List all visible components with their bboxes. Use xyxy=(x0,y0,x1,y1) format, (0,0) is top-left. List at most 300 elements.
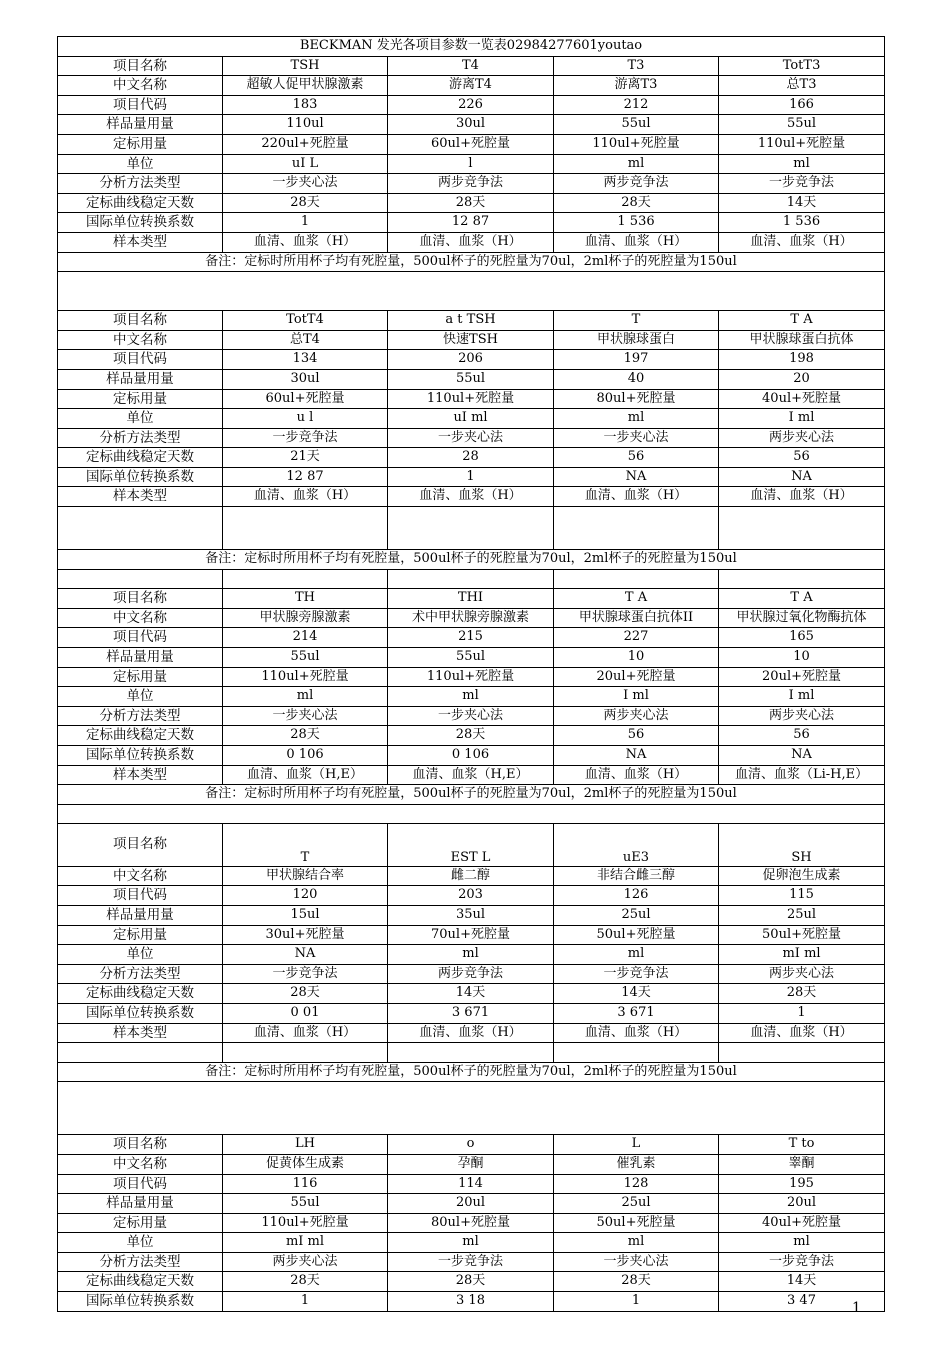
value-cell: 催乳素 xyxy=(554,1154,719,1174)
value-cell: 115 xyxy=(719,886,885,906)
value-cell: 游离T3 xyxy=(554,76,719,96)
value-cell: 1 xyxy=(388,467,554,487)
value-cell: 35ul xyxy=(388,905,554,925)
section-2-row-0 xyxy=(58,589,885,609)
value-cell: TH xyxy=(223,589,388,609)
value-cell: TotT3 xyxy=(719,56,885,76)
value-cell: 血清、血浆（H） xyxy=(223,487,388,507)
value-cell: 一步竞争法 xyxy=(719,1252,885,1272)
value-cell: 3 671 xyxy=(388,1003,554,1023)
value-cell: 血清、血浆（H） xyxy=(719,1023,885,1043)
row-label: 中文名称 xyxy=(58,330,223,350)
row-label: 项目代码 xyxy=(58,886,223,906)
section-1-row-2 xyxy=(58,350,885,370)
value-cell: 203 xyxy=(388,886,554,906)
row-label: 国际单位转换系数 xyxy=(58,213,223,233)
value-cell: 甲状腺过氧化物酶抗体 xyxy=(719,608,885,628)
value-cell: 总T3 xyxy=(719,76,885,96)
value-cell: 血清、血浆（H） xyxy=(223,1023,388,1043)
blank-cell xyxy=(719,1043,885,1063)
value-cell: 两步竞争法 xyxy=(388,964,554,984)
value-cell: 血清、血浆（H,E） xyxy=(388,765,554,785)
value-cell: 40ul+死腔量 xyxy=(719,1213,885,1233)
row-label: 中文名称 xyxy=(58,608,223,628)
section-1-row-9 xyxy=(58,487,885,507)
value-cell: 一步夹心法 xyxy=(554,1252,719,1272)
section-3-row-6 xyxy=(58,964,885,984)
value-cell: 28天 xyxy=(554,1272,719,1292)
value-cell: 25ul xyxy=(554,1194,719,1214)
row-label: 分析方法类型 xyxy=(58,706,223,726)
section-3-row-0 xyxy=(58,823,885,866)
value-cell: 1 xyxy=(554,1292,719,1312)
section-2-row-8 xyxy=(58,746,885,766)
value-cell: uI ml xyxy=(388,409,554,429)
section-3-row-1 xyxy=(58,866,885,886)
value-cell: ml xyxy=(719,1233,885,1253)
value-cell: 28天 xyxy=(554,193,719,213)
row-label: 中文名称 xyxy=(58,1154,223,1174)
section-0-row-8 xyxy=(58,213,885,233)
value-cell: 60ul+死腔量 xyxy=(388,134,554,154)
value-cell: 20ul+死腔量 xyxy=(719,667,885,687)
row-label: 国际单位转换系数 xyxy=(58,1003,223,1023)
row-label: 项目代码 xyxy=(58,628,223,648)
value-cell: NA xyxy=(719,467,885,487)
value-cell: THI xyxy=(388,589,554,609)
value-cell: 28天 xyxy=(223,984,388,1004)
value-cell: 55ul xyxy=(223,648,388,668)
value-cell: 一步夹心法 xyxy=(554,428,719,448)
spacer xyxy=(58,272,885,311)
value-cell: 28天 xyxy=(223,726,388,746)
title-row xyxy=(58,37,885,57)
blank-row xyxy=(58,1043,885,1063)
sheet-title: BECKMAN 发光各项目参数一览表02984277601youtao xyxy=(58,37,885,57)
value-cell: 80ul+死腔量 xyxy=(388,1213,554,1233)
value-cell: u l xyxy=(223,409,388,429)
value-cell: 20ul xyxy=(719,1194,885,1214)
spreadsheet xyxy=(57,36,884,1312)
section-0-row-5 xyxy=(58,154,885,174)
value-cell: 1 xyxy=(719,1003,885,1023)
row-label: 项目名称 xyxy=(58,56,223,76)
value-cell: 56 xyxy=(554,448,719,468)
row-label: 分析方法类型 xyxy=(58,174,223,194)
value-cell: 总T4 xyxy=(223,330,388,350)
value-cell: 血清、血浆（H） xyxy=(223,232,388,252)
value-cell: 21天 xyxy=(223,448,388,468)
value-cell: ml xyxy=(388,945,554,965)
section-2-row-7 xyxy=(58,726,885,746)
section-1-row-0 xyxy=(58,311,885,331)
row-label: 项目代码 xyxy=(58,350,223,370)
value-cell: 50ul+死腔量 xyxy=(719,925,885,945)
row-label: 国际单位转换系数 xyxy=(58,746,223,766)
value-cell: 30ul xyxy=(388,115,554,135)
blank-cell xyxy=(58,507,223,550)
spacer xyxy=(58,1082,885,1135)
value-cell: a t TSH xyxy=(388,311,554,331)
value-cell: 1 536 xyxy=(554,213,719,233)
value-cell: 两步夹心法 xyxy=(554,706,719,726)
value-cell: 226 xyxy=(388,95,554,115)
value-cell: 28天 xyxy=(388,1272,554,1292)
value-cell: 血清、血浆（H） xyxy=(554,232,719,252)
section-4-row-3 xyxy=(58,1194,885,1214)
section-2-row-5 xyxy=(58,687,885,707)
value-cell: 0 106 xyxy=(223,746,388,766)
row-label: 项目代码 xyxy=(58,95,223,115)
value-cell: 一步竞争法 xyxy=(388,1252,554,1272)
section-1-row-5 xyxy=(58,409,885,429)
value-cell: ml xyxy=(388,687,554,707)
row-label: 样品量用量 xyxy=(58,115,223,135)
section-2-row-2 xyxy=(58,628,885,648)
value-cell: 血清、血浆（H,E） xyxy=(223,765,388,785)
value-cell: 甲状腺结合率 xyxy=(223,866,388,886)
value-cell: T3 xyxy=(554,56,719,76)
row-label: 分析方法类型 xyxy=(58,428,223,448)
value-cell: 55ul xyxy=(719,115,885,135)
section-4-row-0 xyxy=(58,1135,885,1155)
value-cell: T4 xyxy=(388,56,554,76)
blank-cell xyxy=(58,1043,223,1063)
row-label: 单位 xyxy=(58,687,223,707)
value-cell: 14天 xyxy=(388,984,554,1004)
section-0-row-2 xyxy=(58,95,885,115)
row-label: 项目代码 xyxy=(58,1174,223,1194)
value-cell: 80ul+死腔量 xyxy=(554,389,719,409)
section-4-row-1 xyxy=(58,1154,885,1174)
section-0-row-1 xyxy=(58,76,885,96)
value-cell: 166 xyxy=(719,95,885,115)
value-cell: 15ul xyxy=(223,905,388,925)
value-cell: 28天 xyxy=(719,984,885,1004)
value-cell: 一步竞争法 xyxy=(223,428,388,448)
value-cell: 30ul+死腔量 xyxy=(223,925,388,945)
value-cell: 10 xyxy=(719,648,885,668)
value-cell: 血清、血浆（H） xyxy=(388,232,554,252)
row-label: 定标用量 xyxy=(58,134,223,154)
section-1-row-3 xyxy=(58,369,885,389)
value-cell: 56 xyxy=(554,726,719,746)
value-cell: 70ul+死腔量 xyxy=(388,925,554,945)
blank-cell xyxy=(554,569,719,589)
value-cell: 126 xyxy=(554,886,719,906)
value-cell: 55ul xyxy=(223,1194,388,1214)
value-cell: I ml xyxy=(554,687,719,707)
value-cell: T xyxy=(554,311,719,331)
row-label: 定标曲线稳定天数 xyxy=(58,984,223,1004)
value-cell: 两步竞争法 xyxy=(554,174,719,194)
table-body xyxy=(58,37,885,1312)
row-label: 分析方法类型 xyxy=(58,964,223,984)
row-label: 单位 xyxy=(58,409,223,429)
value-cell: 促黄体生成素 xyxy=(223,1154,388,1174)
value-cell: 56 xyxy=(719,448,885,468)
row-label: 样品量用量 xyxy=(58,369,223,389)
value-cell: uI L xyxy=(223,154,388,174)
value-cell: 114 xyxy=(388,1174,554,1194)
value-cell: 195 xyxy=(719,1174,885,1194)
row-label: 单位 xyxy=(58,1233,223,1253)
row-label: 样品量用量 xyxy=(58,905,223,925)
value-cell: ml xyxy=(388,1233,554,1253)
section-2-row-4 xyxy=(58,667,885,687)
value-cell: 两步夹心法 xyxy=(719,428,885,448)
row-label: 项目名称 xyxy=(58,589,223,609)
value-cell: mI ml xyxy=(223,1233,388,1253)
section-2-row-3 xyxy=(58,648,885,668)
blank-cell xyxy=(58,569,223,589)
value-cell: ml xyxy=(719,154,885,174)
remark-note: 备注：定标时所用杯子均有死腔量，500ul杯子的死腔量为70ul，2ml杯子的死腔量为150ul xyxy=(58,785,885,805)
value-cell: 55ul xyxy=(388,648,554,668)
section-1-row-1 xyxy=(58,330,885,350)
value-cell: 12 87 xyxy=(388,213,554,233)
value-cell: 超敏人促甲状腺激素 xyxy=(223,76,388,96)
value-cell: 一步夹心法 xyxy=(388,428,554,448)
value-cell: 60ul+死腔量 xyxy=(223,389,388,409)
parameter-table xyxy=(57,36,885,1312)
value-cell: 227 xyxy=(554,628,719,648)
row-label: 样本类型 xyxy=(58,1023,223,1043)
value-cell: 0 01 xyxy=(223,1003,388,1023)
row-label: 国际单位转换系数 xyxy=(58,1292,223,1312)
value-cell: 甲状腺球蛋白 xyxy=(554,330,719,350)
section-4-row-4 xyxy=(58,1213,885,1233)
row-label: 项目名称 xyxy=(58,311,223,331)
section-2-row-9 xyxy=(58,765,885,785)
value-cell: 30ul xyxy=(223,369,388,389)
value-cell: T xyxy=(223,823,388,866)
value-cell: 1 536 xyxy=(719,213,885,233)
value-cell: 孕酮 xyxy=(388,1154,554,1174)
value-cell: 14天 xyxy=(719,1272,885,1292)
section-4-row-6 xyxy=(58,1252,885,1272)
value-cell: 1 xyxy=(223,1292,388,1312)
value-cell: T to xyxy=(719,1135,885,1155)
value-cell: 两步竞争法 xyxy=(388,174,554,194)
value-cell: 一步夹心法 xyxy=(388,706,554,726)
value-cell: 血清、血浆（H） xyxy=(388,1023,554,1043)
value-cell: 血清、血浆（H） xyxy=(388,487,554,507)
value-cell: 197 xyxy=(554,350,719,370)
value-cell: 游离T4 xyxy=(388,76,554,96)
section-1-row-8 xyxy=(58,467,885,487)
value-cell: 3 671 xyxy=(554,1003,719,1023)
row-label: 样本类型 xyxy=(58,232,223,252)
row-label: 单位 xyxy=(58,154,223,174)
value-cell: NA xyxy=(554,467,719,487)
section-3-row-3 xyxy=(58,905,885,925)
value-cell: 两步夹心法 xyxy=(223,1252,388,1272)
section-1-row-4 xyxy=(58,389,885,409)
value-cell: EST L xyxy=(388,823,554,866)
value-cell: NA xyxy=(719,746,885,766)
blank-cell xyxy=(388,507,554,550)
value-cell: 14天 xyxy=(554,984,719,1004)
value-cell: 一步竞争法 xyxy=(554,964,719,984)
value-cell: 非结合雌三醇 xyxy=(554,866,719,886)
section-4-row-7 xyxy=(58,1272,885,1292)
value-cell: T A xyxy=(554,589,719,609)
blank-row xyxy=(58,507,885,550)
row-label: 定标用量 xyxy=(58,925,223,945)
row-label: 定标曲线稳定天数 xyxy=(58,193,223,213)
value-cell: 215 xyxy=(388,628,554,648)
value-cell: 212 xyxy=(554,95,719,115)
row-label: 样品量用量 xyxy=(58,648,223,668)
value-cell: 206 xyxy=(388,350,554,370)
value-cell: 一步夹心法 xyxy=(223,706,388,726)
value-cell: ml xyxy=(554,154,719,174)
value-cell: 165 xyxy=(719,628,885,648)
value-cell: 3 18 xyxy=(388,1292,554,1312)
value-cell: 促卵泡生成素 xyxy=(719,866,885,886)
value-cell: 3 47 xyxy=(719,1292,885,1312)
value-cell: 血清、血浆（H） xyxy=(554,765,719,785)
value-cell: NA xyxy=(554,746,719,766)
value-cell: 血清、血浆（Li-H,E） xyxy=(719,765,885,785)
remark-note: 备注：定标时所用杯子均有死腔量，500ul杯子的死腔量为70ul，2ml杯子的死腔量为150ul xyxy=(58,550,885,570)
value-cell: 两步夹心法 xyxy=(719,964,885,984)
row-label: 单位 xyxy=(58,945,223,965)
section-1-row-7 xyxy=(58,448,885,468)
value-cell: TotT4 xyxy=(223,311,388,331)
section-1-row-6 xyxy=(58,428,885,448)
value-cell: 一步夹心法 xyxy=(223,174,388,194)
value-cell: 120 xyxy=(223,886,388,906)
blank-cell xyxy=(554,1043,719,1063)
section-3-row-8 xyxy=(58,1003,885,1023)
value-cell: 55ul xyxy=(554,115,719,135)
value-cell: 214 xyxy=(223,628,388,648)
value-cell: 110ul+死腔量 xyxy=(223,1213,388,1233)
value-cell: 20 xyxy=(719,369,885,389)
value-cell: 一步竞争法 xyxy=(223,964,388,984)
value-cell: 28天 xyxy=(223,193,388,213)
value-cell: l xyxy=(388,154,554,174)
section-0-row-9 xyxy=(58,232,885,252)
remark-note: 备注：定标时所用杯子均有死腔量，500ul杯子的死腔量为70ul，2ml杯子的死腔量为150ul xyxy=(58,252,885,272)
row-label: 定标用量 xyxy=(58,389,223,409)
section-3-row-4 xyxy=(58,925,885,945)
value-cell: NA xyxy=(223,945,388,965)
value-cell: 28 xyxy=(388,448,554,468)
value-cell: 25ul xyxy=(554,905,719,925)
note-row xyxy=(58,785,885,805)
row-label: 中文名称 xyxy=(58,76,223,96)
value-cell: 术中甲状腺旁腺激素 xyxy=(388,608,554,628)
value-cell: o xyxy=(388,1135,554,1155)
value-cell: LH xyxy=(223,1135,388,1155)
value-cell: 110ul+死腔量 xyxy=(388,667,554,687)
value-cell: 128 xyxy=(554,1174,719,1194)
remark-note: 备注：定标时所用杯子均有死腔量，500ul杯子的死腔量为70ul，2ml杯子的死腔量为150ul xyxy=(58,1062,885,1082)
value-cell: 20ul+死腔量 xyxy=(554,667,719,687)
row-label: 定标用量 xyxy=(58,667,223,687)
blank-cell xyxy=(554,507,719,550)
section-4-row-5 xyxy=(58,1233,885,1253)
value-cell: 110ul+死腔量 xyxy=(388,389,554,409)
value-cell: I ml xyxy=(719,409,885,429)
blank-cell xyxy=(58,804,885,823)
value-cell: ml xyxy=(554,1233,719,1253)
value-cell: 110ul+死腔量 xyxy=(223,667,388,687)
section-3-row-2 xyxy=(58,886,885,906)
value-cell: SH xyxy=(719,823,885,866)
row-label: 定标用量 xyxy=(58,1213,223,1233)
value-cell: uE3 xyxy=(554,823,719,866)
row-label: 样本类型 xyxy=(58,765,223,785)
value-cell: 一步竞争法 xyxy=(719,174,885,194)
value-cell: 116 xyxy=(223,1174,388,1194)
note-row xyxy=(58,252,885,272)
value-cell: 血清、血浆（H） xyxy=(554,1023,719,1043)
section-2-row-6 xyxy=(58,706,885,726)
value-cell: 28天 xyxy=(388,726,554,746)
value-cell: 25ul xyxy=(719,905,885,925)
value-cell: 220ul+死腔量 xyxy=(223,134,388,154)
note-row xyxy=(58,550,885,570)
section-0-row-7 xyxy=(58,193,885,213)
value-cell: 两步夹心法 xyxy=(719,706,885,726)
value-cell: 110ul+死腔量 xyxy=(719,134,885,154)
row-label: 定标曲线稳定天数 xyxy=(58,448,223,468)
blank-cell xyxy=(223,1043,388,1063)
value-cell: 110ul xyxy=(223,115,388,135)
spacer xyxy=(58,804,885,823)
page-number: 1 xyxy=(852,1300,861,1316)
value-cell: 雌二醇 xyxy=(388,866,554,886)
row-label: 分析方法类型 xyxy=(58,1252,223,1272)
section-0-row-3 xyxy=(58,115,885,135)
value-cell: I ml xyxy=(719,687,885,707)
section-0-row-6 xyxy=(58,174,885,194)
value-cell: ml xyxy=(223,687,388,707)
value-cell: 0 106 xyxy=(388,746,554,766)
value-cell: 睾酮 xyxy=(719,1154,885,1174)
section-3-row-7 xyxy=(58,984,885,1004)
value-cell: L xyxy=(554,1135,719,1155)
note-row xyxy=(58,1062,885,1082)
section-3-row-9 xyxy=(58,1023,885,1043)
value-cell: 甲状腺球蛋白抗体 xyxy=(719,330,885,350)
blank-row xyxy=(58,569,885,589)
section-2-row-1 xyxy=(58,608,885,628)
row-label: 样本类型 xyxy=(58,487,223,507)
blank-cell xyxy=(58,272,885,311)
value-cell: ml xyxy=(554,409,719,429)
value-cell: 20ul xyxy=(388,1194,554,1214)
value-cell: TSH xyxy=(223,56,388,76)
section-0-row-0 xyxy=(58,56,885,76)
blank-cell xyxy=(388,1043,554,1063)
value-cell: 50ul+死腔量 xyxy=(554,925,719,945)
blank-cell xyxy=(719,569,885,589)
row-label: 项目名称 xyxy=(58,1135,223,1155)
value-cell: 甲状腺球蛋白抗体II xyxy=(554,608,719,628)
row-label: 中文名称 xyxy=(58,866,223,886)
value-cell: 10 xyxy=(554,648,719,668)
value-cell: ml xyxy=(554,945,719,965)
value-cell: 183 xyxy=(223,95,388,115)
row-label: 项目名称 xyxy=(58,823,223,866)
value-cell: 134 xyxy=(223,350,388,370)
value-cell: 血清、血浆（H） xyxy=(719,232,885,252)
